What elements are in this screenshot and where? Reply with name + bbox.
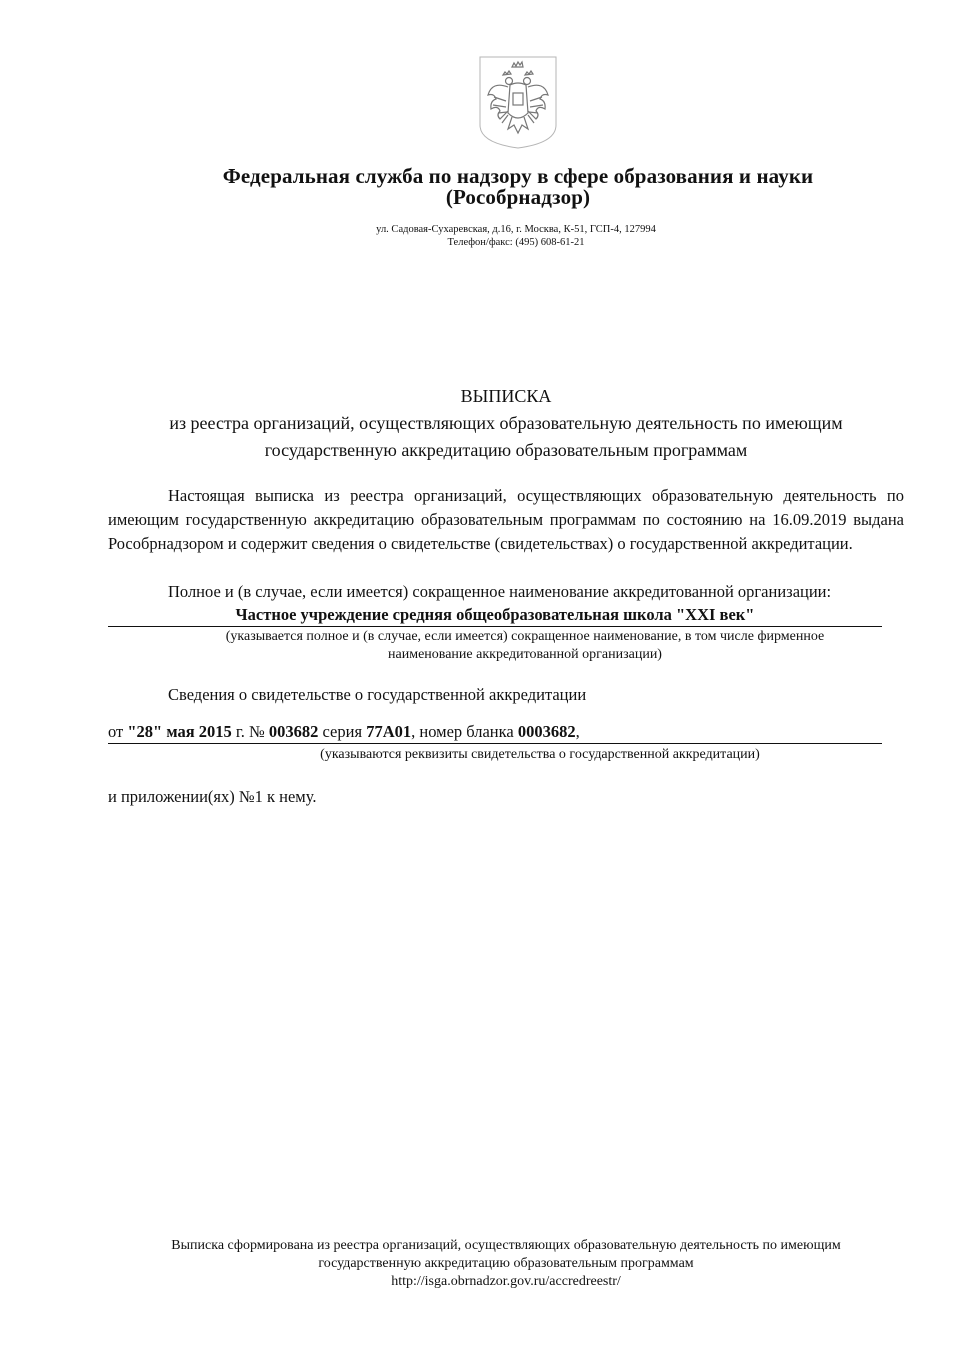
footer-url: http://isga.obrnadzor.gov.ru/accredreestr/ — [391, 1274, 621, 1289]
cert-blank-number: 0003682 — [517, 722, 576, 741]
certificate-note: (указываются реквизиты свидетельства о государственной аккредитации) — [320, 747, 760, 762]
cert-series: 77А01 — [366, 722, 412, 741]
appendix-text: и приложении(ях) №1 к нему. — [108, 787, 317, 806]
certificate-details — [108, 721, 882, 743]
cert-number: 003682 — [268, 722, 319, 741]
document-title-main: ВЫПИСКА — [460, 386, 552, 406]
agency-short-name: (Рособрнадзор) — [445, 185, 591, 209]
org-name-label: Полное и (в случае, если имеется) сокращенное наименование аккредитованной организации: — [168, 582, 832, 601]
agency-phone: Телефон/факс: (495) 608-61-21 — [447, 237, 585, 248]
certificate-underline — [108, 743, 882, 744]
agency-header — [150, 166, 886, 208]
agency-name: Федеральная служба по надзору в сфере образования и науки — [222, 164, 814, 188]
footer-line2: государственную аккредитацию образовательным программам — [318, 1256, 694, 1271]
cert-end: , — [575, 722, 580, 741]
coat-of-arms-emblem — [478, 55, 558, 150]
document-title-line1: из реестра организаций, осуществляющих образовательную деятельность по имеющим — [169, 413, 843, 433]
org-name: Частное учреждение средняя общеобразовательная школа "XXI век" — [235, 605, 755, 624]
agency-address: ул. Садовая-Сухаревская, д.16, г. Москва, К-51, ГСП-4, 127994 — [376, 224, 656, 235]
agency-contacts — [330, 223, 702, 249]
org-name-note — [150, 628, 900, 664]
certificate-heading: Сведения о свидетельстве о государственной аккредитации — [168, 685, 587, 704]
footer-line1: Выписка сформирована из реестра организаций, осуществляющих образовательную деятельность по имеющим — [171, 1238, 841, 1253]
org-name-note-line2: наименование аккредитованной организации) — [388, 647, 662, 662]
cert-blank-label: , номер бланка — [411, 722, 518, 741]
cert-number-label: г. № — [231, 722, 269, 741]
cert-date: "28" мая 2015 — [127, 722, 232, 741]
document-title — [100, 383, 912, 464]
intro-paragraph — [108, 484, 904, 556]
document-title-line2: государственную аккредитацию образовательным программам — [264, 440, 748, 460]
cert-series-label: серия — [318, 722, 367, 741]
org-name-underline — [108, 626, 882, 627]
intro-text: Настоящая выписка из реестра организаций, осуществляющих образовательную деятельность по имеющим государственную аккредитацию образовательным программам по состоянию на 16.09.2019 выдана Рособрнадзором и содержит сведения о свидетельстве (свидетельствах) о государственной аккредитации. — [108, 486, 904, 553]
footer — [100, 1237, 912, 1291]
cert-prefix: от — [108, 722, 128, 741]
org-name-note-line1: (указывается полное и (в случае, если имеется) сокращенное наименование, в том числе фирменное — [225, 629, 825, 644]
